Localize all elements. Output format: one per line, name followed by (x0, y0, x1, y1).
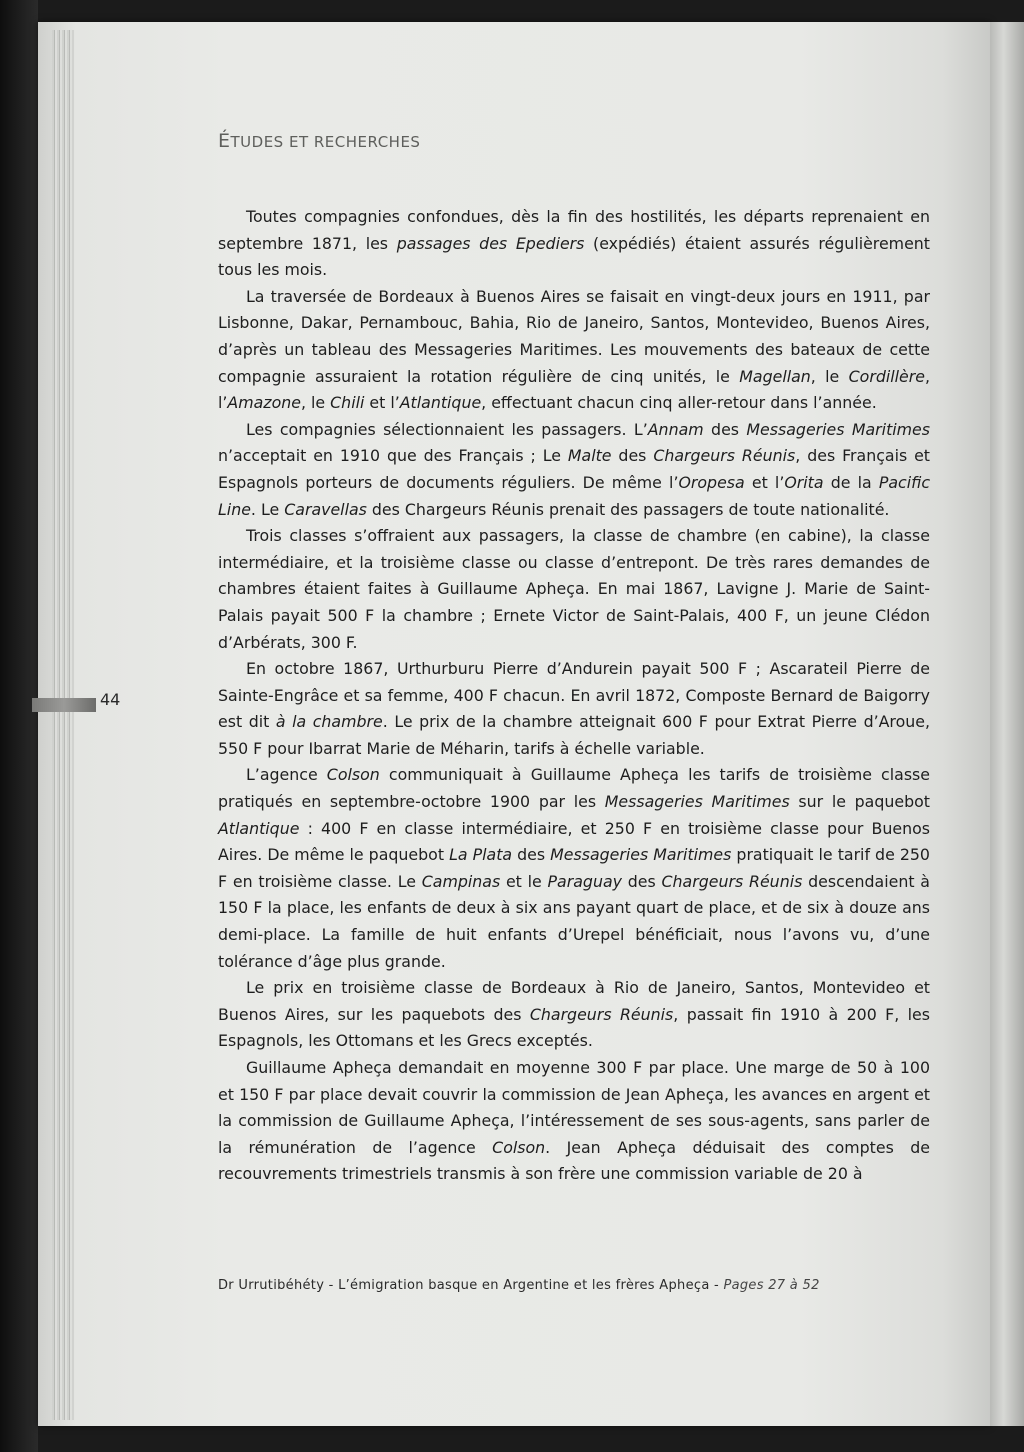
text-run: des (621, 871, 662, 891)
text-run: : 400 F en classe intermédiaire, et 250 F en troisième classe pour Buenos Aires. De même le paquebot (218, 818, 930, 865)
italic-run: Oropesa (678, 472, 745, 492)
text-run: sur le paquebot (789, 792, 930, 812)
text-run: (expédiés) étaient assurés régulièrement tous les mois. (218, 233, 930, 280)
italic-run: Messageries Maritimes (604, 792, 790, 812)
italic-run: Colson (492, 1137, 546, 1157)
paragraph (218, 656, 930, 762)
paragraph (218, 1055, 930, 1188)
text-run: La traversée de Bordeaux à Buenos Aires se faisait en vingt-deux jours en 1911, par Lisbonne, Dakar, Pernambouc, Bahia, Rio de Janeiro, Santos, Montevideo, Buenos Aires, d’après un tableau des Messageries Maritimes. Les mouvements des bateaux de cette compagnie assuraient la rotation régulière de cinq unités, le (218, 286, 930, 386)
scan-background (0, 0, 38, 1452)
italic-run: Amazone (227, 393, 301, 413)
text-run: , le (300, 393, 331, 413)
text-run: L’agence (246, 765, 327, 785)
italic-run: passages des Epediers (396, 233, 585, 253)
text-run: descendaient à 150 F la place, les enfants de deux à six ans payant quart de place, et de six à douze ans demi-place. La famille de huit enfants d’Urepel bénéficiait, nous l’avons vu, d’une tolérance d’âge plus grande. (218, 871, 930, 971)
italic-run: Paraguay (547, 871, 622, 891)
page-number: 44 (100, 690, 121, 709)
text-run: et l’ (744, 472, 785, 492)
text-run: de la (823, 472, 879, 492)
paragraph (218, 523, 930, 656)
footer-title: L’émigration basque en Argentine et les frères Apheça (338, 1278, 710, 1293)
text-run: . Le prix de la chambre atteignait 600 F pour Extrat Pierre d’Aroue, 550 F pour Ibarrat Marie de Méharin, tarifs à échelle variable. (218, 712, 930, 758)
footer-separator: - (709, 1278, 724, 1293)
footer-pages: Pages 27 à 52 (723, 1278, 820, 1293)
text-run: communiquait à Guillaume Apheça les tarifs de troisième classe pratiqués en septembre-octobre 1900 par les (218, 765, 930, 812)
paragraph (218, 204, 930, 284)
italic-run: Chargeurs Réunis (661, 871, 803, 891)
binding-gutter (52, 30, 74, 1420)
italic-run: Chargeurs Réunis (653, 446, 796, 466)
paragraph (218, 284, 930, 417)
text-run: Toutes compagnies confondues, dès la fin des hostilités, les départs reprenaient en septembre 1871, les (218, 207, 930, 253)
text-run: et l’ (364, 393, 400, 413)
italic-run: Cordillère (848, 366, 925, 386)
text-run: n’acceptait en 1910 que des Français ; Le (218, 446, 568, 466)
text-run: En octobre 1867, Urthurburu Pierre d’Andurein payait 500 F ; Ascarateil Pierre de Sainte-Engrâce et sa femme, 400 F chacun. En avril 1872, Composte Bernard de Baigorry est dit (218, 659, 930, 732)
paragraph (218, 762, 930, 975)
text-run: , des Français et Espagnols porteurs de documents réguliers. De même l’ (218, 446, 931, 492)
italic-run: Orita (784, 472, 824, 492)
italic-run: Malte (567, 446, 612, 466)
text-run: , l’ (218, 366, 930, 413)
text-run: , passait fin 1910 à 200 F, les Espagnols, les Ottomans et les Grecs exceptés. (218, 1004, 931, 1051)
text-run: des (611, 446, 654, 466)
text-run: Trois classes s’offraient aux passagers, la classe de chambre (en cabine), la classe intermédiaire, et la troisième classe ou classe d’entrepont. De très rares demandes de chambres étaient faites à Guillaume Apheça. En mai 1867, Lavigne J. Marie de Saint-Palais payait 500 F la chambre ; Ernete Victor de Saint-Palais, 400 F, un jeune Clédon d’Arbérats, 300 F. (218, 526, 930, 652)
text-run: Guillaume Apheça demandait en moyenne 300 F par place. Une marge de 50 à 100 et 150 F par place devait couvrir la commission de Jean Apheça, les avances en argent et la commission de Guillaume Apheça, l’intéressement de ses sous-agents, sans parler de la rémunération de l’agence (218, 1058, 930, 1157)
footer (218, 1278, 930, 1293)
italic-run: Pacific Line (218, 472, 930, 519)
text-run: des (512, 845, 551, 865)
text-run: . Le (250, 499, 285, 519)
italic-run: Annam (647, 419, 704, 439)
paragraph (218, 417, 930, 523)
footer-separator: - (324, 1278, 339, 1293)
italic-run: Campinas (421, 871, 501, 891)
running-head-initial: É (218, 130, 231, 152)
italic-run: Chili (330, 393, 365, 413)
text-run: et le (500, 871, 548, 891)
text-run: des (703, 419, 747, 439)
text-run: , effectuant chacun cinq aller-retour dans l’année. (481, 393, 877, 413)
italic-run: Atlantique (218, 818, 300, 838)
text-run: Les compagnies sélectionnaient les passagers. L’ (246, 419, 648, 439)
footer-author: Dr Urrutibéhéty (218, 1278, 325, 1293)
italic-run: La Plata (449, 845, 513, 865)
italic-run: Messageries Maritimes (550, 845, 732, 865)
italic-run: à la chambre (275, 712, 383, 732)
page-number-tab (32, 698, 96, 712)
italic-run: Messageries Maritimes (746, 419, 930, 439)
paragraph (218, 975, 930, 1055)
running-head-rest: TUDES ET RECHERCHES (230, 133, 421, 151)
italic-run: Magellan (739, 366, 811, 386)
italic-run: Atlantique (399, 393, 482, 413)
italic-run: Colson (326, 765, 380, 785)
running-head (218, 130, 420, 152)
text-run: pratiquait le tarif de 250 F en troisième classe. Le (218, 845, 930, 891)
text-run: . Jean Apheça déduisait des comptes de recouvrements trimestriels transmis à son frère une commission variable de 20 à (218, 1137, 930, 1184)
text-run: des Chargeurs Réunis prenait des passagers de toute nationalité. (366, 499, 890, 519)
italic-run: Chargeurs Réunis (529, 1004, 674, 1024)
italic-run: Caravellas (284, 499, 367, 519)
text-run: Le prix en troisième classe de Bordeaux à Rio de Janeiro, Santos, Montevideo et Buenos Aires, sur les paquebots des (218, 978, 930, 1024)
body-text (218, 204, 930, 1188)
text-run: , le (810, 366, 849, 386)
page-edge (990, 22, 1024, 1426)
